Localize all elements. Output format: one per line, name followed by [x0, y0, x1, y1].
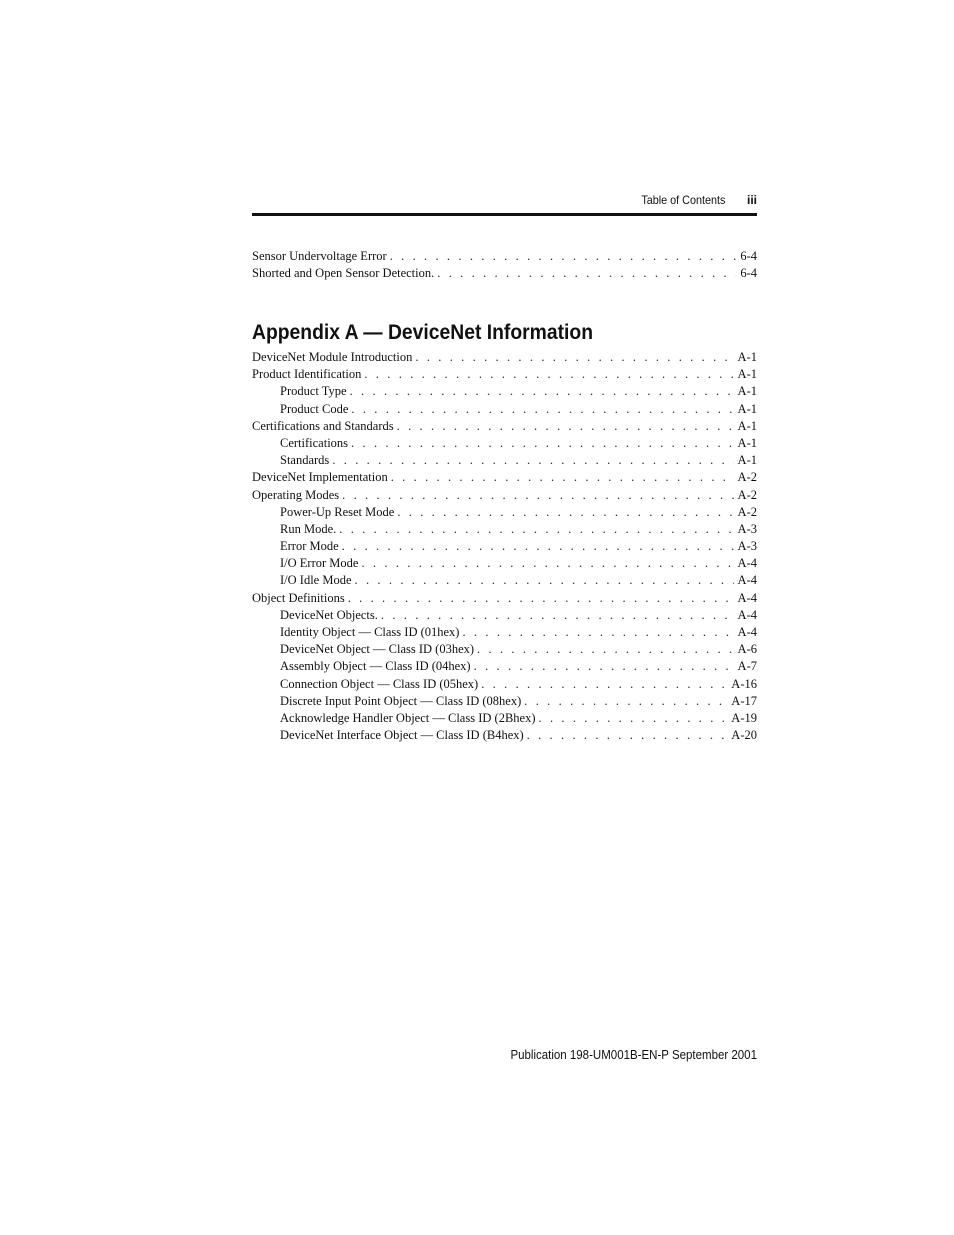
toc-entry-page: A-2: [737, 487, 757, 502]
toc-entry-page: A-1: [737, 401, 757, 416]
toc-entry-title: Error Mode: [280, 539, 339, 554]
dot-leader: [364, 366, 733, 383]
toc-entry-page: A-4: [737, 607, 757, 622]
toc-entry-title: Power-Up Reset Mode: [280, 504, 395, 519]
dot-leader: [390, 248, 737, 265]
toc-entry-page: A-1: [737, 435, 757, 450]
toc-entry[interactable]: [252, 658, 757, 675]
dot-leader: [415, 349, 733, 366]
dot-leader: [342, 487, 733, 504]
toc-entry-title: Product Code: [280, 401, 349, 416]
toc-entry[interactable]: [252, 418, 757, 435]
toc-entry[interactable]: [252, 624, 757, 641]
toc-entry-page: A-7: [737, 659, 757, 674]
toc-entry-title: Connection Object — Class ID (05hex): [280, 676, 479, 691]
dot-leader: [351, 435, 734, 452]
toc-entry[interactable]: [252, 349, 757, 366]
dot-leader: [477, 641, 734, 658]
toc-entry-page: A-4: [737, 556, 757, 571]
toc-entry-page: A-4: [737, 590, 757, 605]
dot-leader: [539, 710, 728, 727]
toc-entry-title: Shorted and Open Sensor Detection.: [252, 266, 435, 281]
running-header: [252, 192, 757, 208]
toc-entry-title: Run Mode.: [280, 521, 337, 536]
toc-entry-page: A-1: [737, 418, 757, 433]
toc-entry[interactable]: [252, 366, 757, 383]
toc-entry-title: I/O Error Mode: [280, 556, 359, 571]
toc-entry-title: Product Type: [280, 384, 347, 399]
dot-leader: [462, 624, 733, 641]
dot-leader: [527, 727, 728, 744]
toc-entry-title: Assembly Object — Class ID (04hex): [280, 659, 471, 674]
toc-entry-page: A-1: [737, 350, 757, 364]
toc-entry-title: DeviceNet Interface Object — Class ID (B4hex): [280, 728, 524, 743]
toc-entry-page: 6-4: [740, 249, 757, 263]
toc-entry-page: A-2: [737, 470, 757, 485]
toc-entry-title: DeviceNet Module Introduction: [252, 350, 413, 364]
toc-entry-page: A-19: [731, 710, 757, 725]
toc-entry[interactable]: [252, 572, 757, 589]
dot-leader: [339, 521, 733, 538]
toc-entry[interactable]: [252, 383, 757, 400]
toc-entry-title: Operating Modes: [252, 487, 340, 502]
toc-entry-page: A-17: [731, 693, 757, 708]
dot-leader: [350, 383, 734, 400]
toc-entry[interactable]: [252, 521, 757, 538]
toc-entry-page: A-1: [737, 384, 757, 399]
dot-leader: [348, 590, 734, 607]
dot-leader: [524, 693, 727, 710]
toc-entry[interactable]: [252, 401, 757, 418]
toc-entry-page: A-3: [737, 539, 757, 554]
header-title: Table of Contents: [640, 193, 725, 207]
toc-continued-list: [252, 248, 757, 282]
toc-entry[interactable]: [252, 248, 757, 265]
toc-entry-title: I/O Idle Mode: [280, 573, 352, 588]
toc-entry[interactable]: [252, 504, 757, 521]
toc-entry-title: Product Identification: [252, 367, 362, 382]
toc-entry-page: A-4: [737, 573, 757, 588]
toc-entry[interactable]: [252, 693, 757, 710]
toc-entry[interactable]: [252, 469, 757, 486]
dot-leader: [437, 265, 736, 282]
publication-footer: [252, 1048, 757, 1062]
toc-entry[interactable]: [252, 727, 757, 744]
toc-entry[interactable]: [252, 555, 757, 572]
toc-entry-page: A-4: [737, 625, 757, 639]
publication-info: Publication 198-UM001B-EN-P September 2001: [510, 1048, 757, 1062]
dot-leader: [397, 418, 734, 435]
dot-leader: [355, 572, 734, 589]
toc-entry[interactable]: [252, 641, 757, 658]
dot-leader: [361, 555, 733, 572]
toc-entry-title: Object Definitions: [252, 590, 345, 605]
toc-entry[interactable]: [252, 538, 757, 555]
toc-entry[interactable]: [252, 590, 757, 607]
toc-entry[interactable]: [252, 676, 757, 693]
toc-entry-title: Sensor Undervoltage Error: [252, 249, 387, 263]
toc-entry-page: A-3: [737, 521, 757, 536]
dot-leader: [481, 676, 727, 693]
page-number: iii: [746, 193, 757, 207]
dot-leader: [397, 504, 733, 521]
header-rule: [252, 213, 757, 216]
dot-leader: [474, 658, 734, 675]
toc-entry[interactable]: [252, 607, 757, 624]
toc-entry-title: Certifications: [280, 435, 349, 450]
toc-entry-title: Acknowledge Handler Object — Class ID (2Bhex): [280, 710, 536, 725]
dot-leader: [391, 469, 734, 486]
toc-entry-page: 6-4: [740, 266, 757, 281]
toc-entry-title: DeviceNet Object — Class ID (03hex): [280, 642, 475, 657]
toc-appendix-list: [252, 349, 757, 744]
toc-entry[interactable]: [252, 452, 757, 469]
toc-entry-title: Certifications and Standards: [252, 418, 394, 433]
toc-entry-page: A-6: [737, 642, 757, 657]
toc-entry-title: Discrete Input Point Object — Class ID (08hex): [280, 693, 522, 708]
toc-entry-title: DeviceNet Implementation: [252, 470, 388, 485]
dot-leader: [351, 401, 733, 418]
toc-entry[interactable]: [252, 487, 757, 504]
toc-entry-title: DeviceNet Objects.: [280, 607, 378, 622]
toc-entry[interactable]: [252, 265, 757, 282]
toc-entry-title: Standards: [280, 453, 330, 468]
dot-leader: [332, 452, 733, 469]
toc-entry-page: A-1: [737, 453, 757, 468]
toc-entry[interactable]: [252, 435, 757, 452]
toc-entry-page: A-1: [737, 367, 757, 382]
toc-entry-page: A-16: [731, 676, 757, 691]
toc-entry-page: A-20: [731, 728, 757, 743]
toc-entry-page: A-2: [737, 504, 757, 519]
dot-leader: [342, 538, 734, 555]
toc-entry-title: Identity Object — Class ID (01hex): [280, 625, 460, 639]
toc-entry[interactable]: [252, 710, 757, 727]
appendix-heading: Appendix A — DeviceNet Information: [252, 321, 594, 344]
dot-leader: [381, 607, 734, 624]
